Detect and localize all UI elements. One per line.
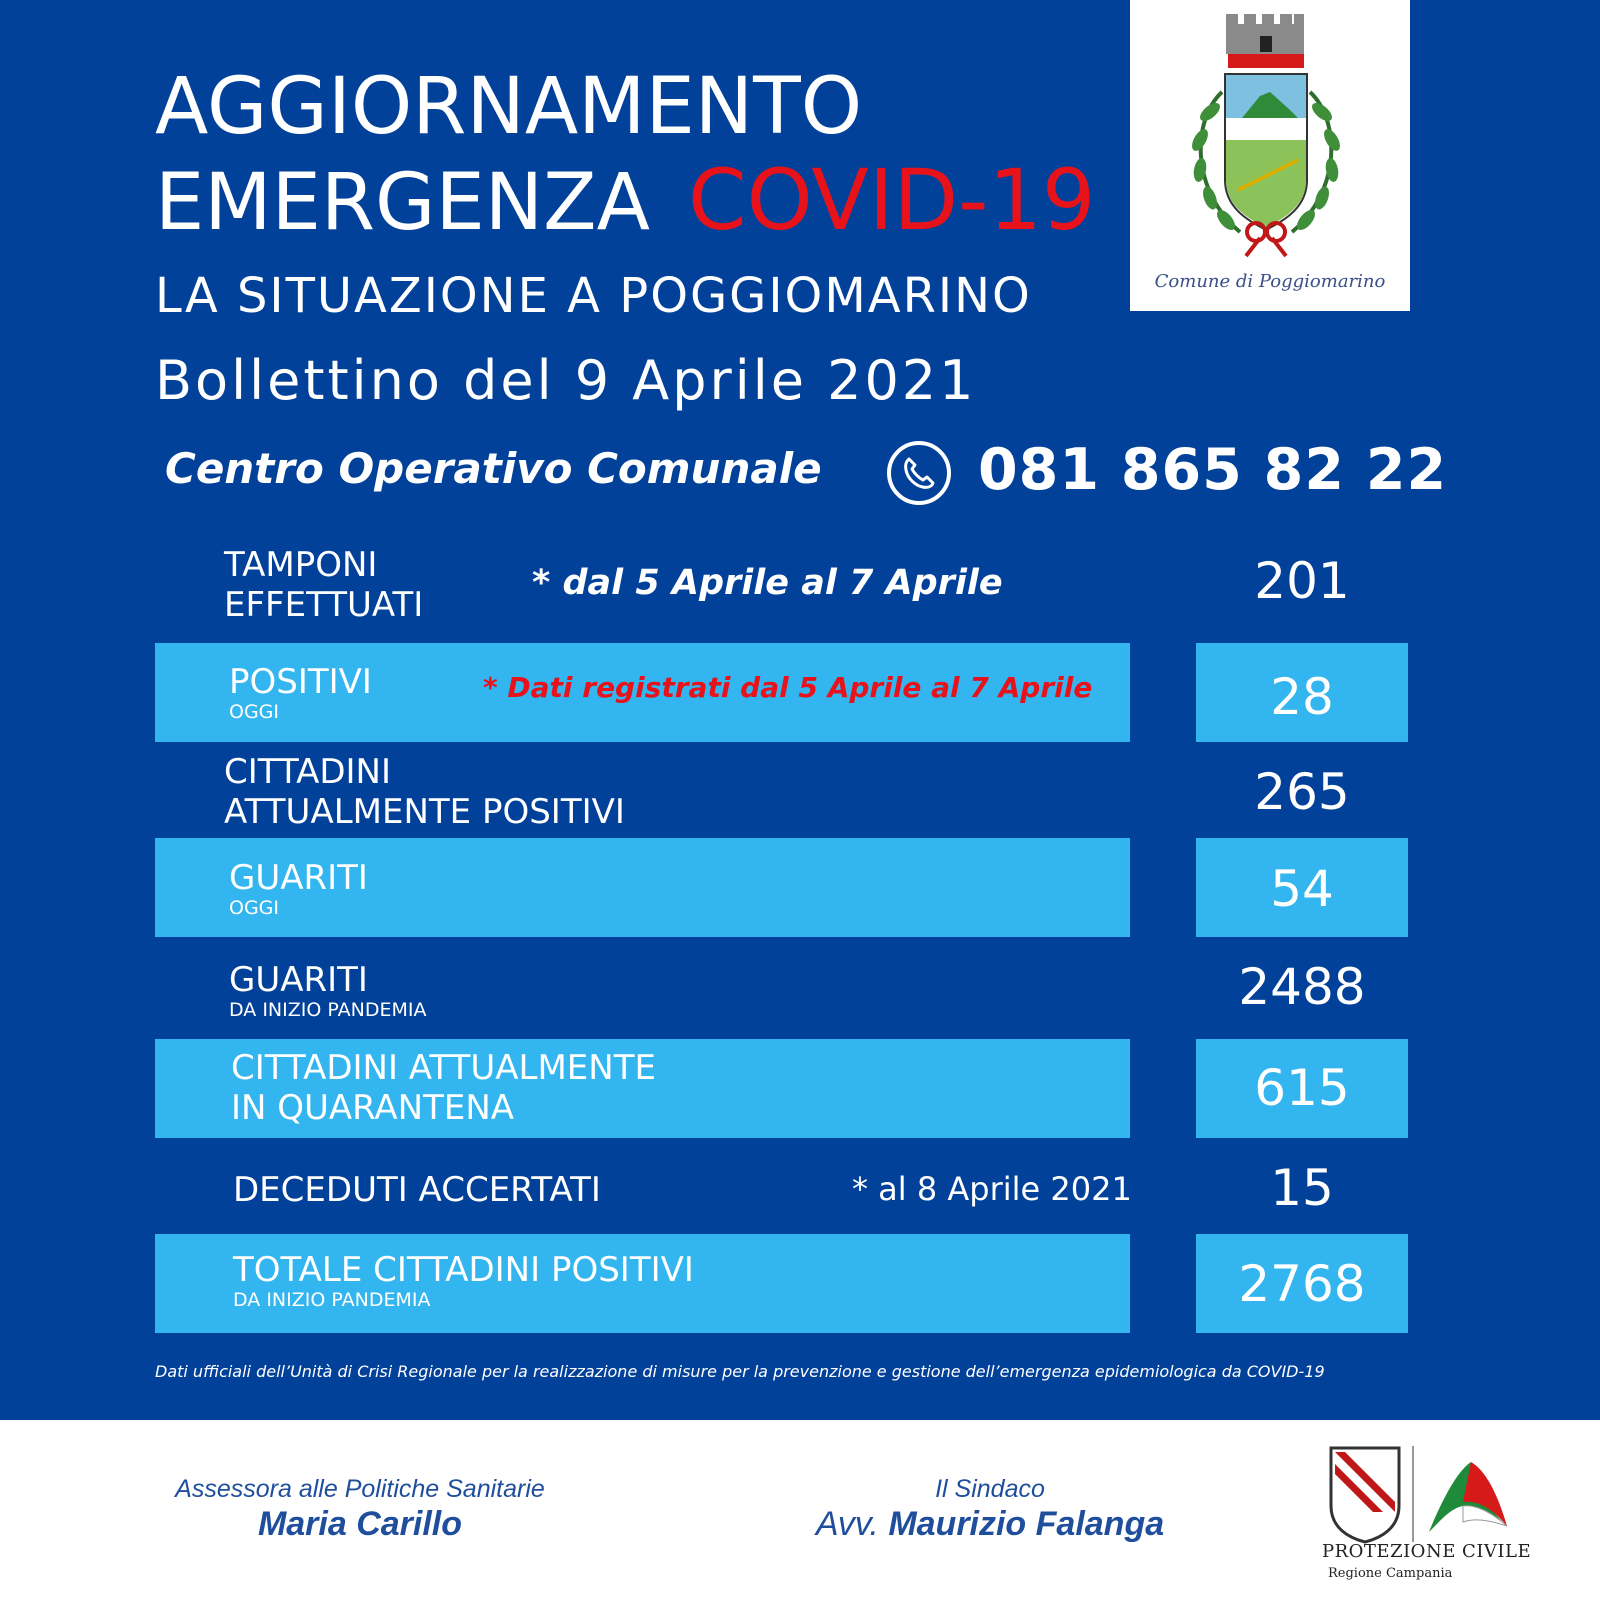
row-guariti-totali-label-1: GUARITI bbox=[229, 960, 368, 1000]
signature-assessora-name: Maria Carillo bbox=[257, 1505, 463, 1543]
row-tamponi-label bbox=[224, 545, 423, 625]
title-line-2 bbox=[155, 151, 1096, 249]
row-totale-label-1: TOTALE CITTADINI POSITIVI bbox=[233, 1250, 694, 1290]
subtitle: LA SITUAZIONE A POGGIOMARINO bbox=[155, 268, 1032, 324]
row-guariti-oggi-label-1: GUARITI bbox=[229, 858, 368, 898]
row-tamponi-value: 201 bbox=[1254, 552, 1350, 610]
signature-sindaco-name: Maurizio Falanga bbox=[888, 1505, 1165, 1543]
row-attuali-label-2: ATTUALMENTE POSITIVI bbox=[224, 792, 625, 832]
municipal-crest bbox=[1130, 0, 1410, 311]
bulletin-date: Bollettino del 9 Aprile 2021 bbox=[155, 349, 977, 412]
row-guariti-oggi-small: OGGI bbox=[229, 897, 280, 919]
signature-sindaco-role: Il Sindaco bbox=[935, 1475, 1045, 1503]
row-positivi-label bbox=[229, 662, 372, 722]
row-guariti-oggi-label bbox=[229, 858, 368, 918]
signature-sindaco-prefix: Avv. bbox=[815, 1505, 879, 1543]
title-covid: COVID-19 bbox=[687, 151, 1096, 249]
row-guariti-totali-label bbox=[229, 960, 426, 1020]
row-tamponi-label-1: TAMPONI bbox=[224, 545, 378, 585]
crest-emblem bbox=[1130, 0, 1410, 270]
title-emergenza: EMERGENZA bbox=[155, 158, 650, 248]
operations-centre: Centro Operativo Comunale bbox=[165, 444, 822, 493]
row-guariti-totali-small: DA INIZIO PANDEMIA bbox=[229, 999, 427, 1021]
row-quarantena-label-1: CITTADINI ATTUALMENTE bbox=[231, 1048, 656, 1088]
signature-assessora bbox=[140, 1474, 580, 1545]
row-positivi-note: * Dati registrati dal 5 Aprile al 7 Aprile bbox=[483, 671, 1093, 704]
signature-assessora-role: Assessora alle Politiche Sanitarie bbox=[175, 1475, 545, 1503]
row-positivi-label-1: POSITIVI bbox=[229, 662, 372, 702]
row-positivi-value: 28 bbox=[1270, 668, 1334, 726]
phone-icon bbox=[886, 440, 952, 506]
phone-number: 081 865 82 22 bbox=[978, 437, 1448, 503]
row-tamponi-label-2: EFFETTUATI bbox=[224, 585, 424, 625]
row-positivi-small: OGGI bbox=[229, 701, 280, 723]
row-attuali-value: 265 bbox=[1254, 763, 1350, 821]
row-totale-small: DA INIZIO PANDEMIA bbox=[233, 1289, 431, 1311]
row-quarantena-label bbox=[231, 1048, 656, 1128]
row-deceduti-value: 15 bbox=[1270, 1159, 1334, 1217]
row-deceduti-label: DECEDUTI ACCERTATI bbox=[233, 1170, 601, 1210]
row-deceduti-note: * al 8 Aprile 2021 bbox=[852, 1170, 1132, 1208]
row-quarantena-label-2: IN QUARANTENA bbox=[231, 1088, 515, 1128]
row-totale-label bbox=[233, 1250, 694, 1310]
title-line-1: AGGIORNAMENTO bbox=[155, 62, 863, 152]
signature-sindaco bbox=[760, 1474, 1220, 1545]
row-attuali-label-1: CITTADINI bbox=[224, 752, 391, 792]
row-attuali-label bbox=[224, 752, 625, 832]
row-totale-value: 2768 bbox=[1238, 1255, 1366, 1313]
protezione-civile-title: PROTEZIONE CIVILE bbox=[1322, 1541, 1532, 1562]
row-quarantena-value: 615 bbox=[1254, 1059, 1350, 1117]
protezione-civile-subtitle: Regione Campania bbox=[1328, 1566, 1453, 1581]
row-tamponi-note: * dal 5 Aprile al 7 Aprile bbox=[532, 563, 1003, 603]
crest-caption: Comune di Poggiomarino bbox=[1154, 271, 1386, 292]
row-guariti-oggi-value: 54 bbox=[1270, 860, 1334, 918]
source-footnote: Dati ufficiali dell’Unità di Crisi Regionale per la realizzazione di misure per la prevenzione e gestione dell’emergenza epidemiologica da COVID-19 bbox=[155, 1362, 1325, 1381]
row-guariti-totali-value: 2488 bbox=[1238, 958, 1366, 1016]
